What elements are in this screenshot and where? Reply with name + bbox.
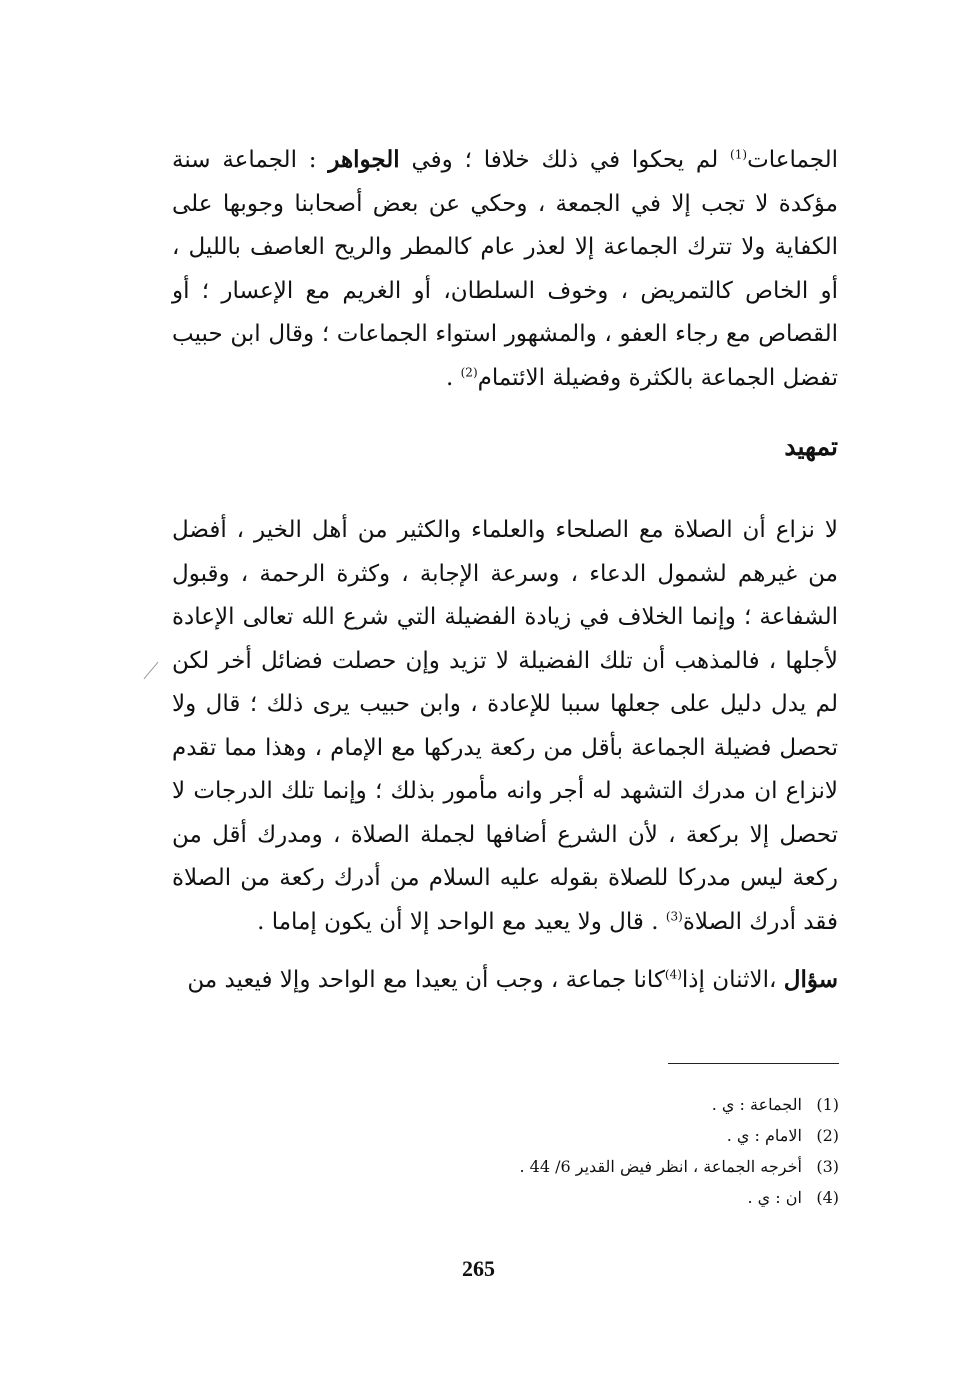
text-span: ،الاثنان إذا (681, 967, 784, 993)
bold-term-question: سؤال (783, 966, 838, 993)
margin-pencil-mark (144, 662, 159, 679)
footnote-3 (339, 1151, 839, 1182)
footnote-text: أخرجه الجماعة ، انظر فيض القدير 6/ 44 . (519, 1157, 802, 1176)
text-span: : الجماعة سنة مؤكدة لا تجب إلا في الجمعة ، وحكي عن بعض أصحابنا وجوبها على الكفاية ولا تترك الجماعة إلا لعذر عام كالمطر والريح العاصف بالليل ، أو الخاص كالتمريض ، وخوف السلطان، أو الغريم مع الإعسار ؛ أو القصاص مع رجاء العفو ، والمشهور استواء الجماعات ؛ وقال ابن حبيب تفضل الجماعة بالكثرة وفضيلة الائتمام (172, 147, 838, 391)
text-span: . (445, 364, 461, 391)
bold-term-jawahir: الجواهر (328, 146, 400, 173)
footnote-text: الجماعة : ي . (711, 1095, 802, 1114)
footnote-ref-1[interactable]: (1) (730, 147, 748, 162)
footnote-ref-4[interactable]: (4) (664, 967, 682, 982)
footnote-1 (339, 1089, 839, 1120)
footnote-ref-2[interactable]: (2) (460, 364, 478, 379)
footnote-number: (2) (816, 1126, 839, 1145)
paragraph-3 (172, 958, 838, 1003)
footnote-number: (3) (816, 1157, 839, 1176)
text-span: الجماعات (747, 147, 838, 173)
footnote-4 (339, 1182, 839, 1213)
footnote-number: (4) (816, 1188, 839, 1207)
footnote-text: الامام : ي . (726, 1126, 802, 1145)
text-span: . قال ولا يعيد مع الواحد إلا أن يكون إماما . (257, 908, 666, 935)
section-heading: تمهيد (784, 432, 838, 461)
text-span: كانا جماعة ، وجب أن يعيدا مع الواحد وإلا فيعيد من (187, 967, 665, 993)
footnote-ref-3[interactable]: (3) (665, 908, 683, 923)
footnotes (339, 1089, 839, 1213)
page-number: 265 (462, 1256, 495, 1281)
paragraph-2 (172, 509, 838, 944)
text-span: لم يحكوا في ذلك خلافا ؛ وفي (399, 147, 731, 173)
text-span: لا نزاع أن الصلاة مع الصلحاء والعلماء والكثير من أهل الخير ، أفضل من غيرهم لشمول الدعاء ، وسرعة الإجابة ، وكثرة الرحمة ، وقبول الشفاعة ؛ وإنما الخلاف في زيادة الفضيلة التي شرع الله تعالى الإعادة لأجلها ، فالمذهب أن تلك الفضيلة لا تزيد وإن حصلت فضائل أخر لكن لم يدل دليل على جعلها سببا للإعادة ، وابن حبيب يرى ذلك ؛ قال ولا تحصل فضيلة الجماعة بأقل من ركعة يدركها مع الإمام ، وهذا مما تقدم لانزاع ان مدرك التشهد له أجر وانه مأمور بذلك ؛ وإنما تلك الدرجات لا تحصل إلا بركعة ، لأن الشرع أضافها لجملة الصلاة ، ومدرك أقل من ركعة ليس مدركا للصلاة بقوله عليه السلام من أدرك ركعة من الصلاة فقد أدرك الصلاة (172, 517, 838, 935)
footnote-2 (339, 1120, 839, 1151)
footnote-number: (1) (816, 1095, 839, 1114)
footnote-divider (668, 1063, 839, 1064)
footnote-text: ان : ي . (747, 1188, 802, 1207)
paragraph-1 (172, 138, 838, 400)
